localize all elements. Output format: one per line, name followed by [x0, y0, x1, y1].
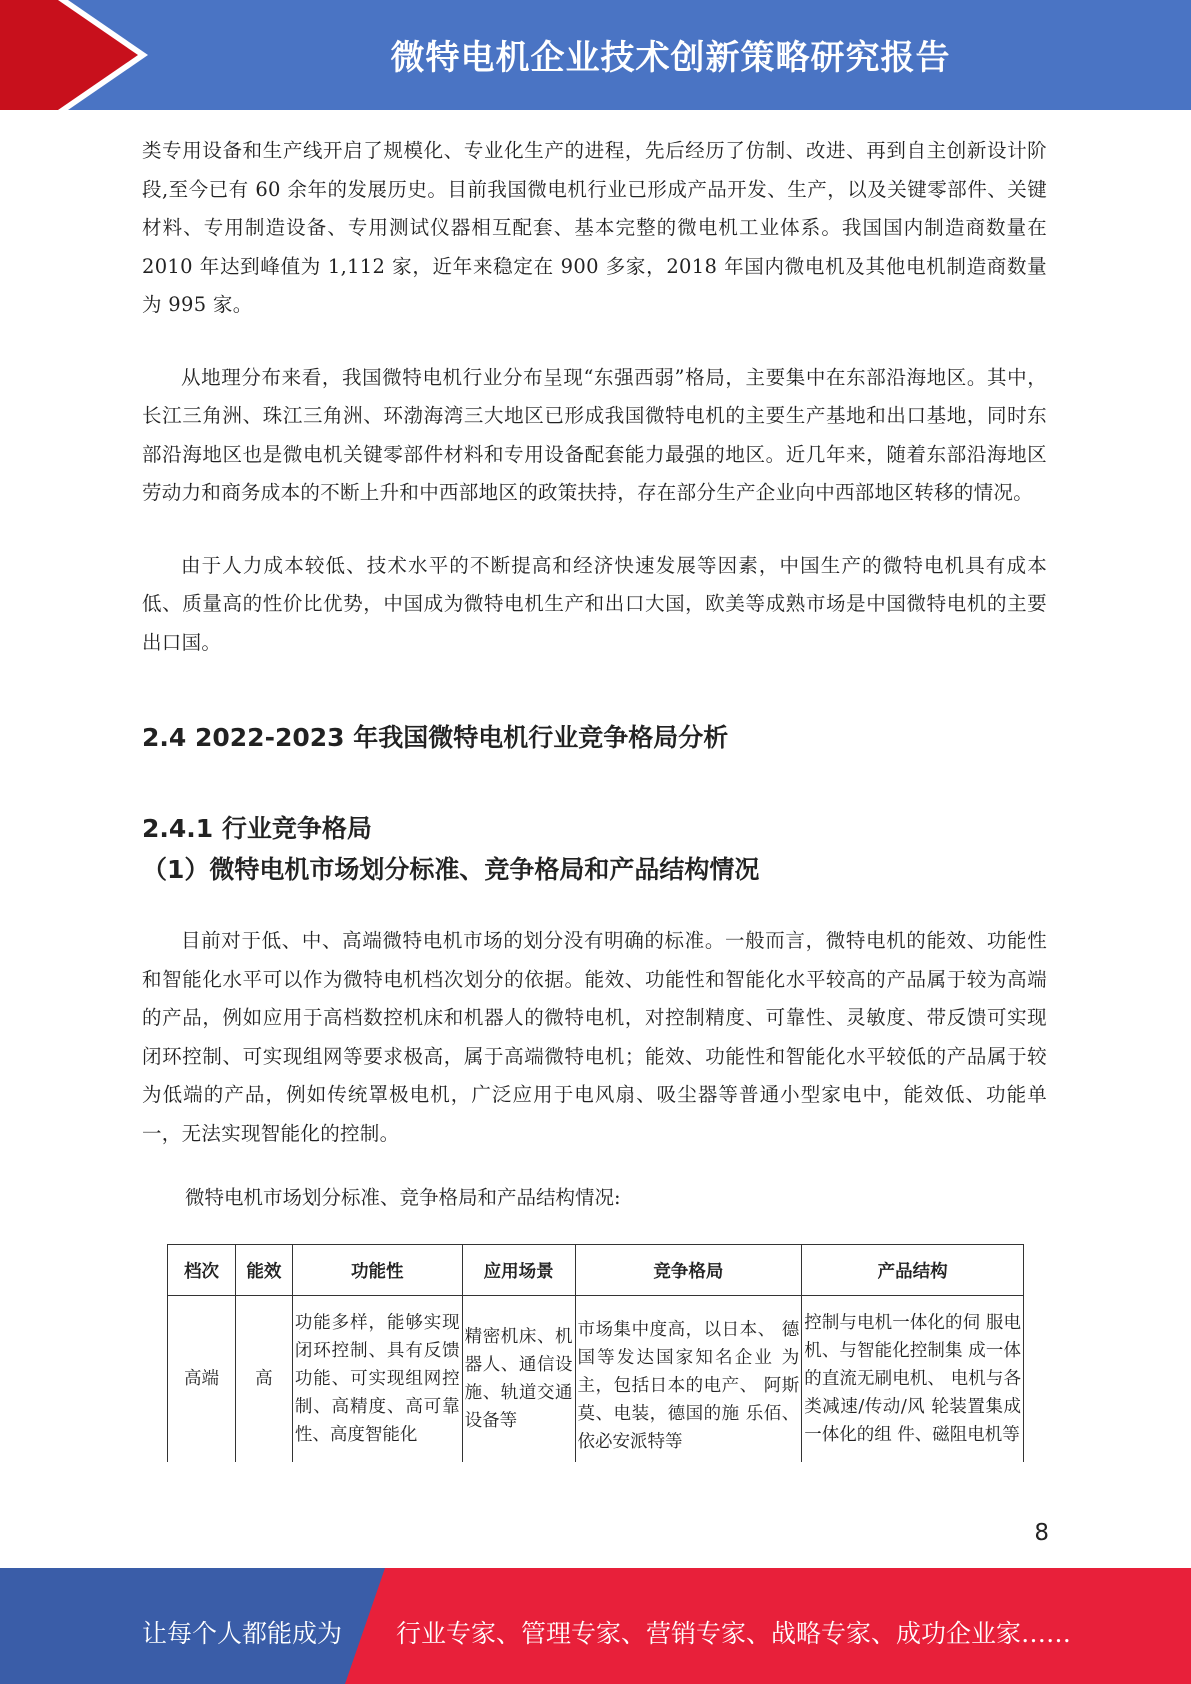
report-title: 微特电机企业技术创新策略研究报告 [390, 38, 951, 78]
table-cell: 市场集中度高，以日本、 德国等发达国家知名企业 为主，包括日本的电产、 阿斯莫、电装，德国的施 乐佰、依必安派特等 [575, 1296, 802, 1463]
column-header: 竞争格局 [575, 1245, 802, 1296]
table-cell: 高 [235, 1296, 292, 1463]
market-segmentation-table [167, 1244, 1024, 1462]
footer-slogan-right: 行业专家、管理专家、营销专家、战略专家、成功企业家…… [396, 1619, 1072, 1648]
page-footer [0, 1568, 1191, 1684]
sub-subsection-heading: （1）微特电机市场划分标准、竞争格局和产品结构情况 [142, 855, 760, 884]
body-text-top [142, 132, 1047, 662]
table-intro: 微特电机市场划分标准、竞争格局和产品结构情况: [185, 1186, 621, 1209]
column-header: 产品结构 [802, 1245, 1024, 1296]
paragraph: 类专用设备和生产线开启了规模化、专业化生产的进程，先后经历了仿制、改进、再到自主创新设计阶段,至今已有 60 余年的发展历史。目前我国微电机行业已形成产品开发、生产，以及关键零部件、关键材料、专用制造设备、专用测试仪器相互配套、基本完整的微电机工业体系。我国国内制造商数量在 2010 年达到峰值为 1,112 家，近年来稳定在 900 多家，2018 年国内微电机及其他电机制造商数量为 995 家。 [142, 139, 1047, 316]
paragraph: 由于人力成本较低、技术水平的不断提高和经济快速发展等因素，中国生产的微特电机具有成本低、质量高的性价比优势，中国成为微特电机生产和出口大国，欧美等成熟市场是中国微特电机的主要出口国。 [142, 553, 1047, 654]
paragraph: 从地理分布来看，我国微特电机行业分布呈现“东强西弱”格局，主要集中在东部沿海地区。其中，长江三角洲、珠江三角洲、环渤海湾三大地区已形成我国微特电机的主要生产基地和出口基地，同时东部沿海地区也是微电机关键零部件材料和专用设备配套能力最强的地区。近几年来，随着东部沿海地区劳动力和商务成本的不断上升和中西部地区的政策扶持，存在部分生产企业向中西部地区转移的情况。 [142, 365, 1047, 504]
subsection-heading: 2.4.1 行业竞争格局 [142, 814, 372, 843]
table-header-row [168, 1245, 1024, 1296]
table-cell: 控制与电机一体化的伺 服电机、与智能化控制集 成一体的直流无刷电机、 电机与各类减速/传动/风 轮装置集成一体化的组 件、磁阻电机等 [802, 1296, 1024, 1463]
page-header [0, 0, 1191, 110]
paragraph: 目前对于低、中、高端微特电机市场的划分没有明确的标准。一般而言，微特电机的能效、功能性和智能化水平可以作为微特电机档次划分的依据。能效、功能性和智能化水平较高的产品属于较为高端的产品，例如应用于高档数控机床和机器人的微特电机，对控制精度、可靠性、灵敏度、带反馈可实现闭环控制、可实现组网等要求极高，属于高端微特电机；能效、功能性和智能化水平较低的产品属于较为低端的产品，例如传统罩极电机，广泛应用于电风扇、吸尘器等普通小型家电中，能效低、功能单一，无法实现智能化的控制。 [142, 929, 1047, 1145]
table-cell: 功能多样，能够实现闭环控制、具有反馈功能、可实现组网控制、高精度、高可靠性、高度智能化 [292, 1296, 462, 1463]
table-cell: 精密机床、机器人、通信设施、轨道交通设备等 [462, 1296, 575, 1463]
column-header: 功能性 [292, 1245, 462, 1296]
body-text-mid [142, 922, 1047, 1153]
column-header: 能效 [235, 1245, 292, 1296]
page-number: 8 [1034, 1520, 1049, 1546]
section-heading: 2.4 2022-2023 年我国微特电机行业竞争格局分析 [142, 723, 729, 752]
footer-slogan-left: 让每个人都能成为 [142, 1619, 343, 1648]
table-row [168, 1296, 1024, 1463]
column-header: 应用场景 [462, 1245, 575, 1296]
table-cell: 高端 [168, 1296, 236, 1463]
column-header: 档次 [168, 1245, 236, 1296]
